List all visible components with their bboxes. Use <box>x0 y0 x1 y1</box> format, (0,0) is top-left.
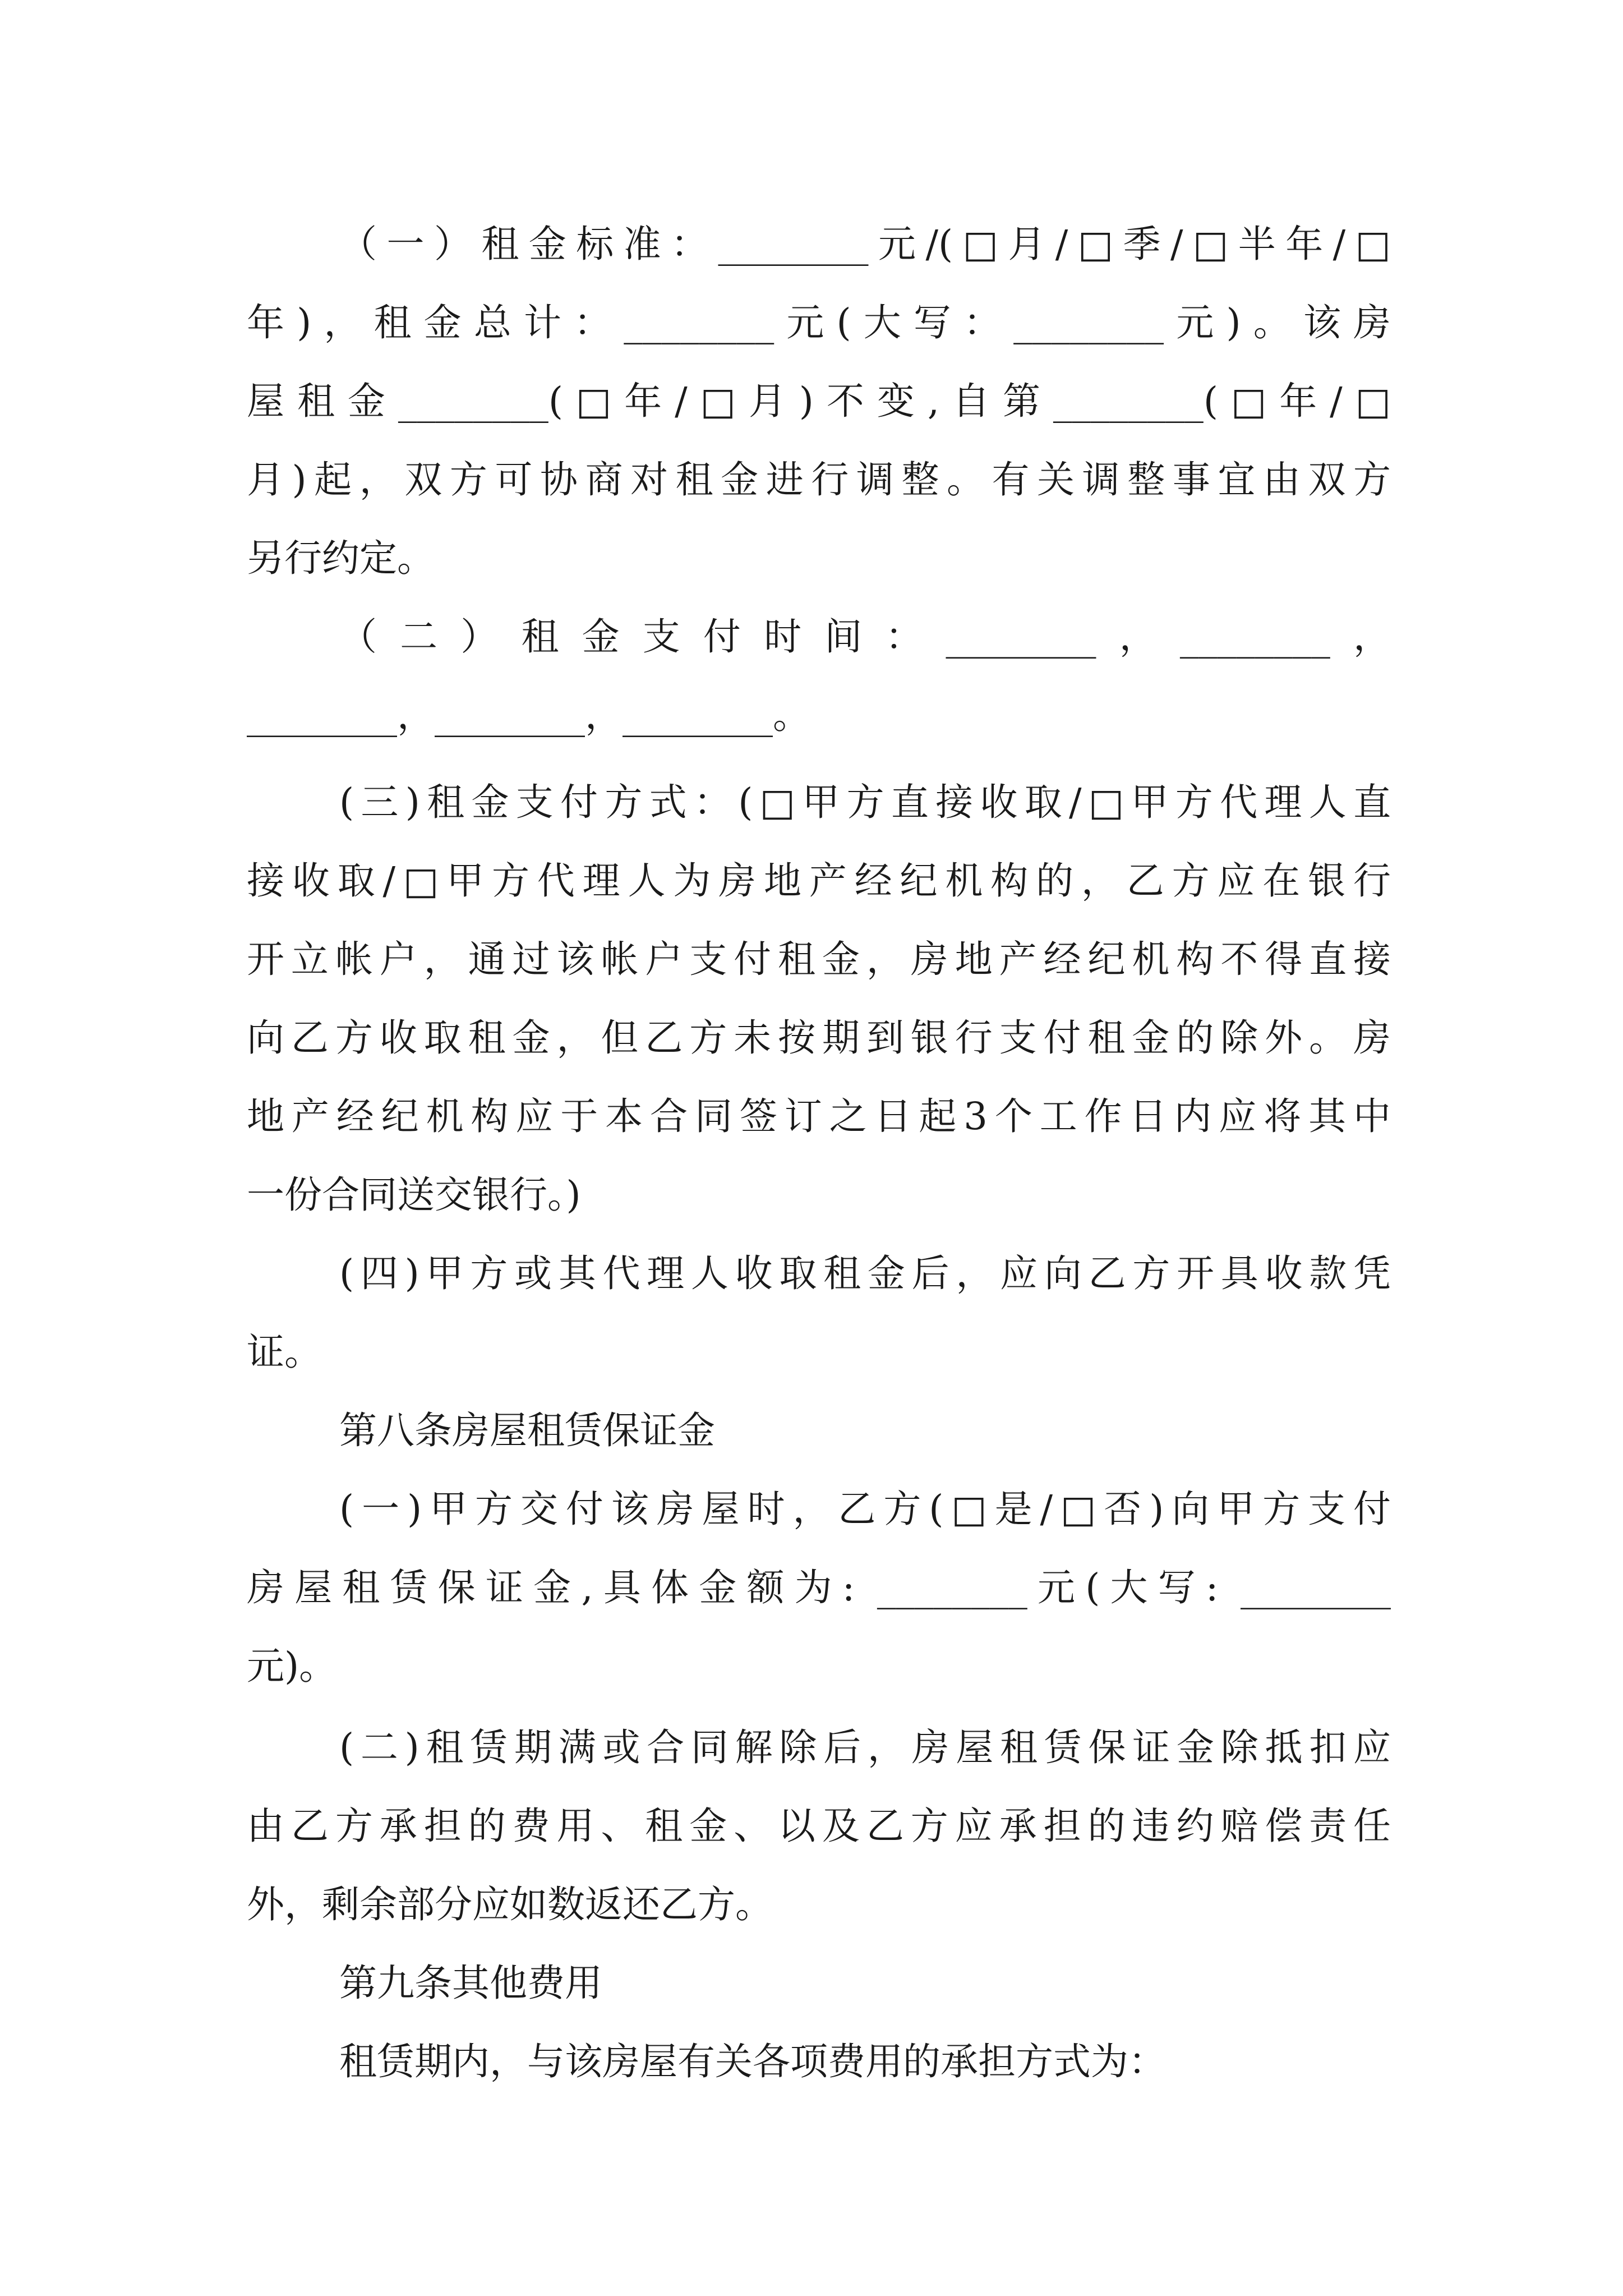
rent-payment-method-line-1: (三)租金支付方式：(□甲方直接收取/□甲方代理人直 <box>339 780 1391 824</box>
rent-standard-line-4: 月)起，双方可协商对租金进行调整。有关调整事宜由双方 <box>247 458 1391 501</box>
rent-payment-method-line-6: 一份合同送交银行。) <box>247 1173 581 1217</box>
article-9-title: 第九条其他费用 <box>339 1961 602 2005</box>
rent-payment-method-line-4: 向乙方收取租金，但乙方未按期到银行支付租金的除外。房 <box>247 1016 1391 1060</box>
deposit-return-line-2: 由乙方承担的费用、租金、以及乙方应承担的违约赔偿责任 <box>247 1804 1391 1848</box>
deposit-return-line-3: 外，剩余部分应如数返还乙方。 <box>247 1883 773 1926</box>
rent-receipt-line-2: 证。 <box>247 1330 322 1374</box>
rent-standard-line-3: 屋租金________(□年/□月)不变,自第________(□年/□ <box>247 379 1391 423</box>
rent-payment-method-line-2: 接收取/□甲方代理人为房地产经纪机构的，乙方应在银行 <box>247 859 1391 903</box>
rent-receipt-line-1: (四)甲方或其代理人收取租金后，应向乙方开具收款凭 <box>339 1251 1391 1295</box>
deposit-amount-line-3: 元)。 <box>247 1644 337 1688</box>
rent-standard-line-5: 另行约定。 <box>247 536 435 580</box>
deposit-amount-line-1: (一)甲方交付该房屋时，乙方(□是/□否)向甲方支付 <box>339 1487 1391 1531</box>
rent-standard-line-2: 年)，租金总计：________元(大写：________元)。该房 <box>247 301 1391 344</box>
rent-payment-method-line-5: 地产经纪机构应于本合同签订之日起3个工作日内应将其中 <box>247 1094 1391 1138</box>
rent-standard-line-1: （一）租金标准：________元/(□月/□季/□半年/□ <box>339 222 1391 266</box>
rent-payment-time-line-2: ________，________，________。 <box>247 693 810 737</box>
deposit-amount-line-2: 房屋租赁保证金,具体金额为: ________元(大写: ________ <box>247 1566 1391 1609</box>
article-8-title: 第八条房屋租赁保证金 <box>339 1409 715 1452</box>
deposit-return-line-1: (二)租赁期满或合同解除后，房屋租赁保证金除抵扣应 <box>339 1726 1391 1769</box>
other-fees-line-1: 租赁期内，与该房屋有关各项费用的承担方式为： <box>339 2040 1166 2083</box>
rent-payment-time-line-1: （二）租金支付时间：________，________， <box>339 615 1391 659</box>
rent-payment-method-line-3: 开立帐户，通过该帐户支付租金，房地产经纪机构不得直接 <box>247 937 1391 981</box>
